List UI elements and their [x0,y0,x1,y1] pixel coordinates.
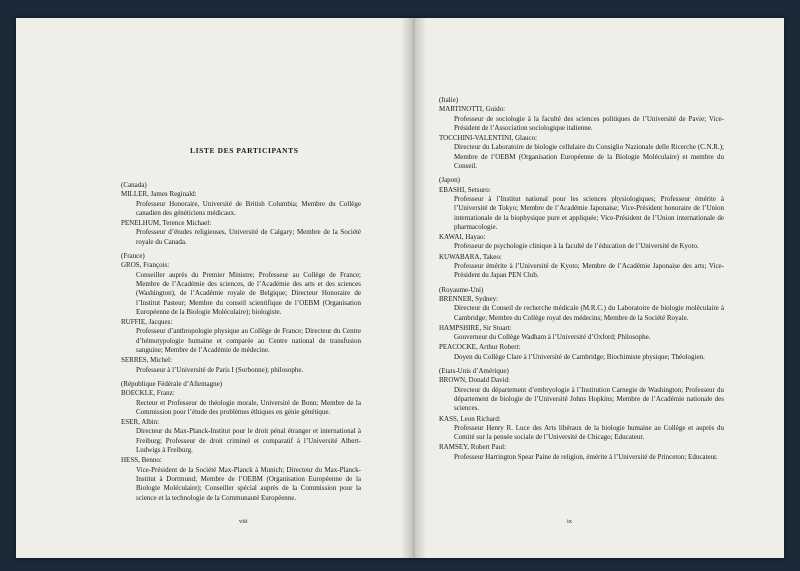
participant-name: MARTINOTTI, Guido: [439,105,506,114]
participant-description: Professeur émérite à l’Université de Kyoto; Membre de l’Académie Japonaise des arts; Vice-Président du Japan PEN Club. [454,262,724,280]
participant-description: Directeur du Laboratoire de biologie cellulaire du Consiglio Nazionale delle Ricerche (C.N.R.); Membre de l’OEBM (Organisation Européenne de la Biologie Moléculaire) et membre du Conseil. [454,143,724,171]
participant-entry [439,376,724,413]
participant-entry [121,456,361,502]
participant-entry [121,356,361,375]
participant-name: HESS, Benno: [121,456,162,465]
country-heading: (France) [121,252,145,261]
participant-description: Gouverneur du Collège Wadham à l’Université d’Oxford; Philosophe. [454,333,651,342]
participant-name: KASS, Leon Richard: [439,414,501,423]
country-group [121,380,361,503]
participants-column-right [439,96,724,463]
participant-description: Directeur du Max-Planck-Institut pour le droit pénal étranger et international à Freiburg; Professeur de droit criminel et comparatif à l’Université Albert-Ludwigs à Freiburg. [136,427,361,455]
page-title: LISTE DES PARTICIPANTS [190,146,299,155]
country-group [121,252,361,375]
participant-entry [439,105,724,133]
participant-name: TOCCHINI-VALENTINI, Glauco: [439,134,538,143]
book-spread [16,18,784,558]
participant-description: Professeur à l’Institut national pour les sciences physiologiques; Professeur émérite à l’Université de Tokyo; Membre de l’Académie Japonaise; Vice-Président honoraire de l’Union internationale de la biophysique pure et appliquée; Vice-Président de l’Union internationale de pharmacologie. [454,194,724,231]
participant-description: Professeur Harrington Spear Paine de religion, émérite à l’Université de Princeton; Educateur. [454,452,718,461]
participant-name: EBASHI, Setsuro: [439,185,491,194]
participant-entry [121,261,361,317]
participant-description: Doyen du Collège Clare à l’Université de Cambridge; Biochimiste physique; Théologien. [454,352,705,361]
participant-name: BRENNER, Sydney: [439,294,499,303]
participant-description: Professeur Henry R. Luce des Arts libéraux de la biologie humaine au Collège et auprès du Comité sur la pensée sociale de l’Université de Chicago; Educateur. [454,423,724,442]
participant-name: SERRES, Michel: [121,356,172,365]
participant-description: Directeur du Conseil de recherche médicale (M.R.C.) du Laboratoire de biologie moléculaire à Cambridge; Membre du Collège royal des médecins; Membre de la Société Royale. [454,304,724,322]
participant-entry [121,418,361,455]
country-heading: (Etats-Unis d’Amérique) [439,367,509,376]
participant-name: PEACOCKE, Arthur Robert: [439,343,521,352]
participant-entry [439,324,724,343]
participant-name: GROS, François: [121,261,170,270]
participant-name: BROWN, Donald David: [439,376,510,385]
participant-name: PENELHUM, Terence Michael: [121,219,212,228]
country-group [439,96,724,171]
country-heading: (Royaume-Uni) [439,285,484,294]
participant-name: ESER, Albin: [121,418,160,427]
participant-entry [121,318,361,355]
participant-entry [439,186,724,232]
participant-name: RAMSEY, Robert Paul: [439,443,506,452]
participant-entry [439,343,724,362]
country-group [121,181,361,247]
participant-entry [439,233,724,252]
participant-entry [439,415,724,443]
participant-description: Professeur d’études religieuses, Université de Calgary; Membre de la Société royale du Canada. [136,228,361,246]
participant-name: HAMPSHIRE, Sir Stuart: [439,323,512,332]
participant-entry [439,443,724,462]
participant-description: Professeur de psychologie clinique à la faculté de l’éducation de l’Université de Kyoto. [454,242,699,251]
participant-description: Vice-Président de la Société Max-Planck à Munich; Directeur du Max-Planck-Institut à Dortmund; Membre de l’OEBM (Organisation Européenne de la Biologie Moléculaire); Conseiller spécial auprès de la Commission pour la science et la technologie de la Communauté Européenne. [136,465,361,502]
country-group [439,367,724,462]
country-group [439,286,724,362]
country-heading: (Japon) [439,176,460,185]
participant-description: Recteur et Professeur de théologie morale, Université de Bonn; Membre de la Commission pour l’étude des problèmes éthiques en génie génétique. [136,398,361,416]
participant-name: KAWAI, Hayao: [439,233,486,242]
participant-entry [439,295,724,323]
participant-description: Professeur de sociologie à la faculté des sciences politiques de l’Université de Pavie; Vice-Président de l’Association sociologique italienne. [454,114,724,132]
participant-description: Directeur du département d’embryologie à l’Institution Carnegie de Washington; Professeur du département de biologie de l’Université Johns Hopkins; Membre de l’Académie nationale des sciences. [454,385,724,413]
country-heading: (République Fédérale d’Allemagne) [121,379,223,388]
participant-entry [121,219,361,247]
participant-description: Conseiller auprès du Premier Ministre; Professeur au Collège de France; Membre de l’Académie des sciences, de l’Académie des arts et des sciences (Washington), de l’Académie royale de Belgique; Directeur Honoraire de l’Institut Pasteur; Membre du conseil scientifique de l’OEBM (Organisation Européenne de la Biologie Moléculaire); biologiste. [136,270,361,316]
participants-column-left [121,181,361,504]
country-heading: (Canada) [121,181,147,189]
participant-entry [439,134,724,171]
participant-name: BOECKLE, Franz: [121,389,175,398]
participant-name: RUFFIE, Jacques: [121,318,173,327]
participant-entry [439,253,724,281]
page-number-left: viii [239,518,248,525]
left-page [16,18,410,558]
participant-description: Professeur Honoraire, Université de British Columbia; Membre du Collège canadien des généticiens médicaux. [136,199,361,217]
page-number-right: ix [567,518,573,525]
participant-entry [121,190,361,218]
participant-description: Professeur d’anthropologie physique au Collège de France; Directeur du Centre d’hémotypologie humaine et comparée au Centre national de transfusion sanguine; Membre de l’Académie de médecine. [136,327,361,355]
participant-name: KUWABARA, Takeo: [439,252,502,261]
participant-name: MILLER, James Reginald: [121,190,197,199]
right-page [418,18,784,558]
participant-entry [121,389,361,417]
participant-description: Professeur à l’Université de Paris I (Sorbonne); philosophe. [136,365,304,374]
country-group [439,176,724,280]
country-heading: (Italie) [439,96,459,104]
